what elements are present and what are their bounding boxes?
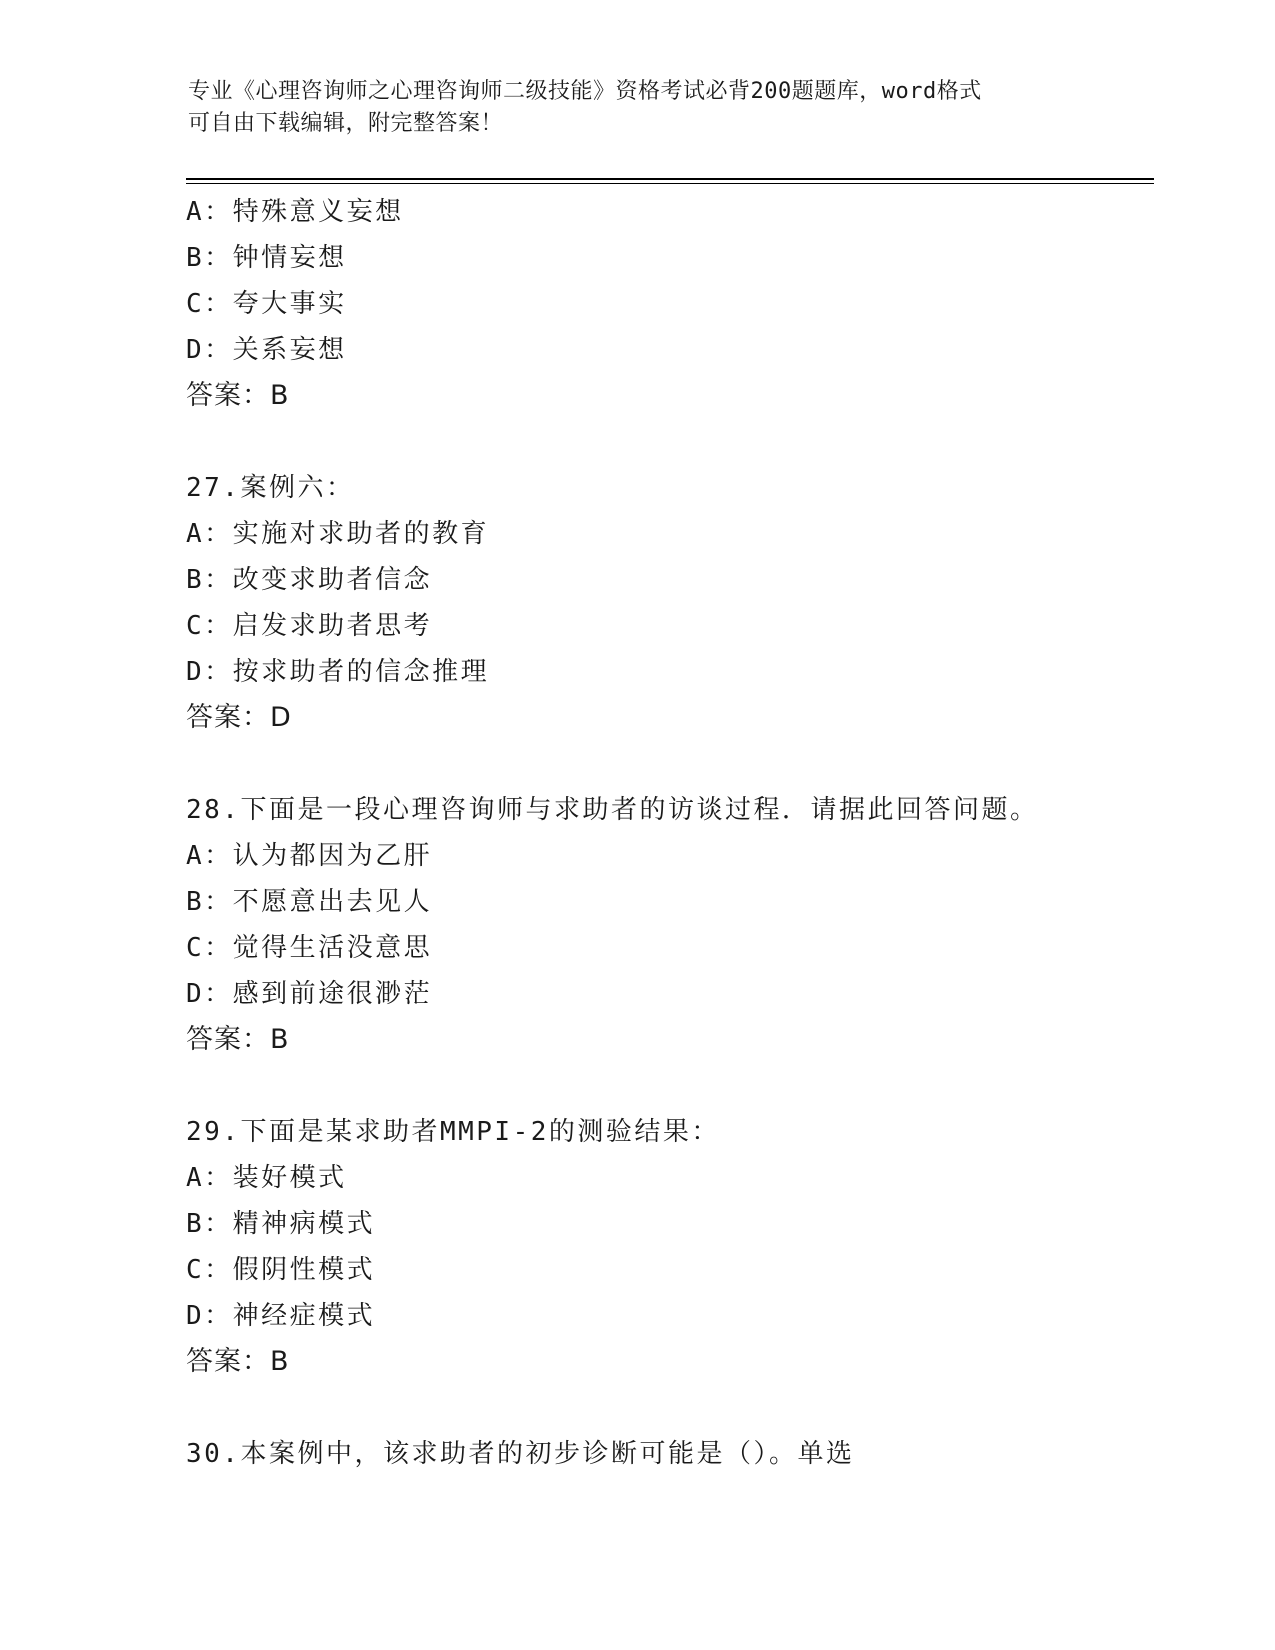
header-rule-thin xyxy=(186,183,1154,184)
answer: 答案：B xyxy=(186,1346,290,1377)
option-c: C：觉得生活没意思 xyxy=(186,933,433,963)
option-a: A：实施对求助者的教育 xyxy=(186,519,490,549)
option-b: B：精神病模式 xyxy=(186,1209,376,1239)
option-c: C：夸大事实 xyxy=(186,289,347,319)
question-27 xyxy=(186,465,1146,741)
spacer xyxy=(186,419,1146,465)
option-b: B：改变求助者信念 xyxy=(186,565,433,595)
spacer xyxy=(186,1385,1146,1431)
question-28 xyxy=(186,787,1146,1063)
option-d: D：按求助者的信念推理 xyxy=(186,657,490,687)
header-rule-thick xyxy=(186,178,1154,180)
question-26 xyxy=(186,189,1146,419)
option-d: D：感到前途很渺茫 xyxy=(186,979,433,1009)
option-d: D：关系妄想 xyxy=(186,335,347,365)
answer: 答案：B xyxy=(186,1024,290,1055)
answer: 答案：B xyxy=(186,380,290,411)
spacer xyxy=(186,741,1146,787)
option-a: A：认为都因为乙肝 xyxy=(186,841,433,871)
option-a: A：特殊意义妄想 xyxy=(186,197,404,227)
header-line-1: 专业《心理咨询师之心理咨询师二级技能》资格考试必背200题题库，word格式 xyxy=(188,79,982,104)
header-line-2: 可自由下载编辑，附完整答案！ xyxy=(188,111,504,136)
option-b: B：不愿意出去见人 xyxy=(186,887,433,917)
question-title: 27.案例六： xyxy=(186,473,355,503)
spacer xyxy=(186,1063,1146,1109)
question-30 xyxy=(186,1431,1146,1477)
question-title: 30.本案例中，该求助者的初步诊断可能是（）。单选 xyxy=(186,1439,855,1469)
option-c: C：假阴性模式 xyxy=(186,1255,376,1285)
option-a: A：装好模式 xyxy=(186,1163,347,1193)
document-header xyxy=(188,76,1068,140)
question-29 xyxy=(186,1109,1146,1385)
option-b: B：钟情妄想 xyxy=(186,243,347,273)
question-title: 29.下面是某求助者MMPI-2的测验结果： xyxy=(186,1117,720,1147)
question-title: 28.下面是一段心理咨询师与求助者的访谈过程．请据此回答问题。 xyxy=(186,795,1039,825)
option-c: C：启发求助者思考 xyxy=(186,611,433,641)
question-list xyxy=(186,189,1146,1477)
option-d: D：神经症模式 xyxy=(186,1301,376,1331)
answer: 答案：D xyxy=(186,702,292,733)
